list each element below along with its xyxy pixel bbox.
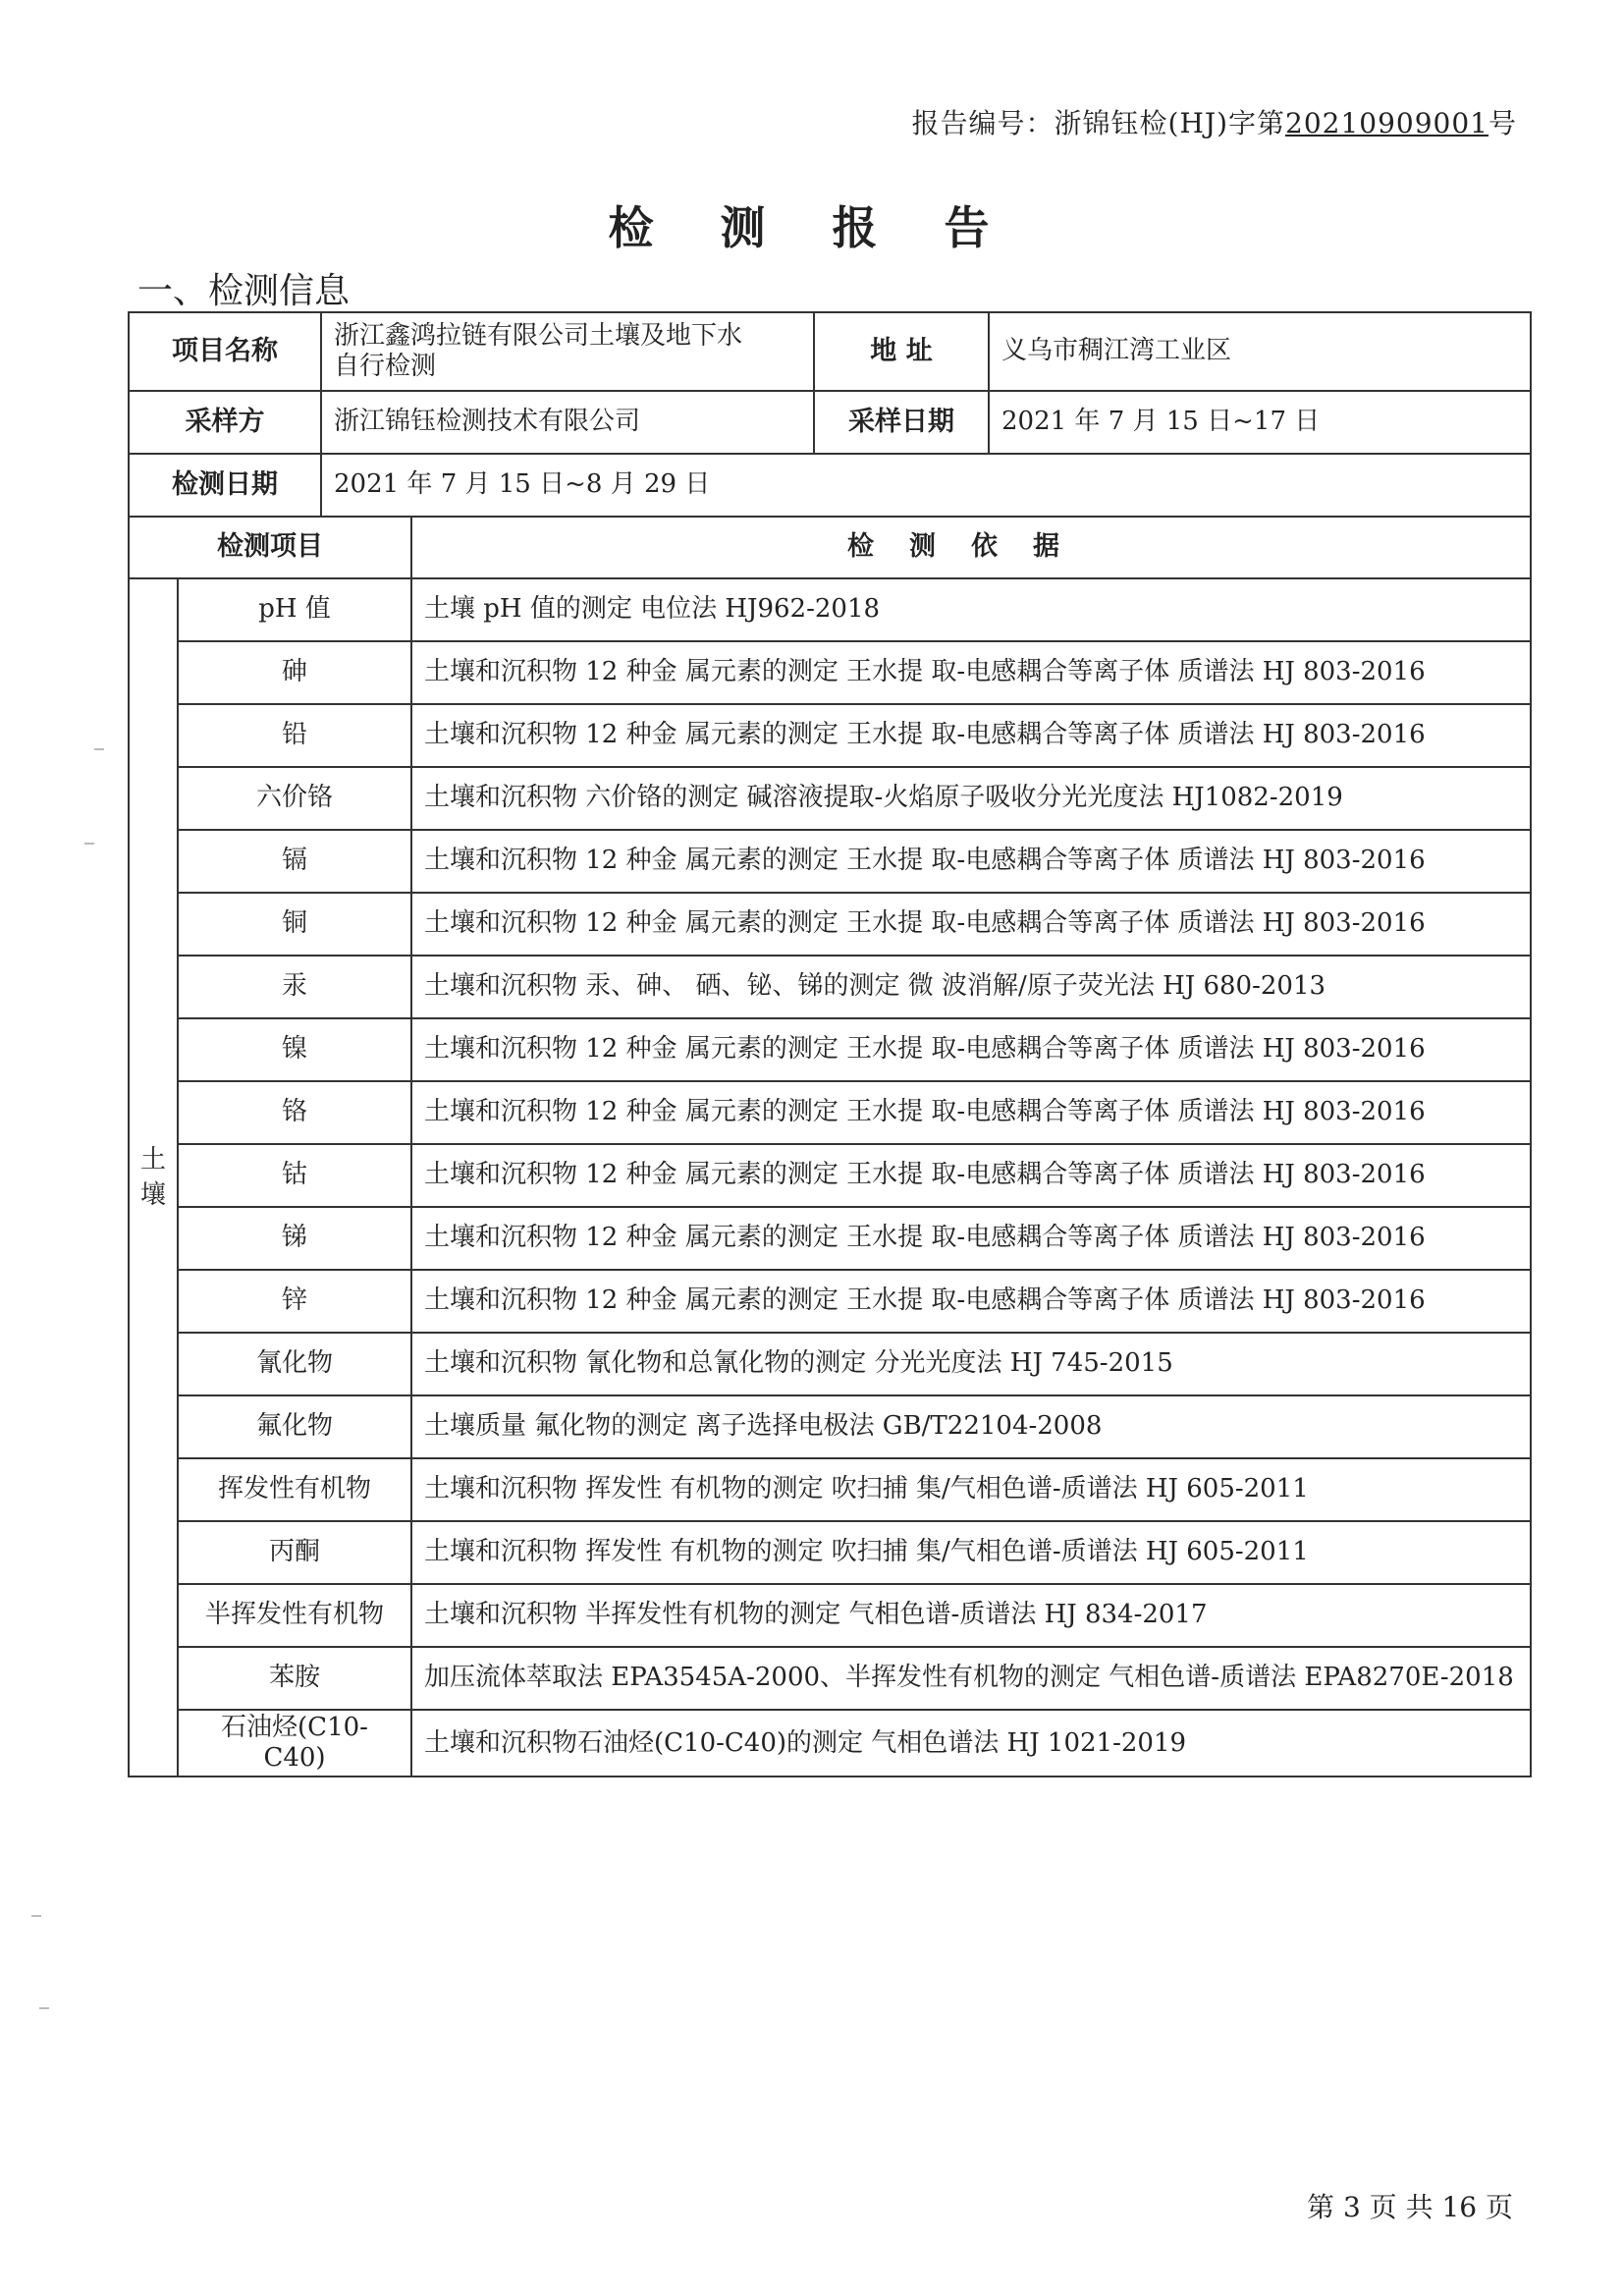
item-row: [129, 1144, 1531, 1207]
item-row: [129, 1458, 1531, 1521]
item-basis: 土壤和沉积物 挥发性 有机物的测定 吹扫捕 集/气相色谱-质谱法 HJ 605-2011: [411, 1521, 1531, 1584]
item-basis: 土壤和沉积物 六价铬的测定 碱溶液提取-火焰原子吸收分光光度法 HJ1082-2019: [411, 767, 1531, 830]
report-number: [912, 102, 1517, 141]
page-title: 检 测 报 告: [608, 201, 1015, 254]
item-basis: 土壤质量 氟化物的测定 离子选择电极法 GB/T22104-2008: [411, 1395, 1531, 1458]
test-date-value: 2021 年 7 月 15 日~8 月 29 日: [321, 454, 1531, 517]
info-row-project: [129, 312, 1531, 391]
report-number-prefix: 报告编号：浙锦钰检(HJ)字第: [911, 107, 1286, 139]
item-name: 氟化物: [178, 1395, 411, 1458]
item-name: 铜: [178, 893, 411, 956]
item-row: [129, 1395, 1531, 1458]
item-row: [129, 704, 1531, 767]
item-name: 铬: [178, 1081, 411, 1144]
soil-group-label: [129, 578, 178, 1777]
item-basis: 加压流体萃取法 EPA3545A-2000、半挥发性有机物的测定 气相色谱-质谱法 EPA8270E-2018: [411, 1647, 1531, 1710]
project-name-label: 项目名称: [129, 312, 321, 391]
item-basis: 土壤和沉积物 12 种金 属元素的测定 王水提 取-电感耦合等离子体 质谱法 HJ 803-2016: [411, 1207, 1531, 1270]
scan-mark: [94, 748, 104, 750]
item-name: 铅: [178, 704, 411, 767]
item-header: 检测项目: [129, 517, 411, 578]
project-name-line1: 浙江鑫鸿拉链有限公司土壤及地下水: [334, 320, 743, 351]
item-row: [129, 893, 1531, 956]
item-row: [129, 1647, 1531, 1710]
item-row: [129, 1521, 1531, 1584]
item-basis: 土壤和沉积物 12 种金 属元素的测定 王水提 取-电感耦合等离子体 质谱法 HJ 803-2016: [411, 1270, 1531, 1333]
scan-mark: [39, 2007, 49, 2009]
item-basis: 土壤和沉积物 12 种金 属元素的测定 王水提 取-电感耦合等离子体 质谱法 HJ 803-2016: [411, 641, 1531, 704]
item-name: 钴: [178, 1144, 411, 1207]
item-row: [129, 578, 1531, 641]
group-char: 壤: [139, 1180, 166, 1211]
report-number-suffix: 号: [1488, 107, 1517, 139]
item-row: [129, 1584, 1531, 1647]
item-row: [129, 1018, 1531, 1081]
item-row: [129, 1710, 1531, 1777]
sampling-date-label: 采样日期: [814, 391, 989, 454]
item-row: [129, 1333, 1531, 1395]
info-table: [128, 311, 1532, 518]
page-number: 第 3 页 共 16 页: [1307, 2191, 1513, 2223]
item-basis: 土壤和沉积物 12 种金 属元素的测定 王水提 取-电感耦合等离子体 质谱法 HJ 803-2016: [411, 830, 1531, 893]
item-basis: 土壤和沉积物 挥发性 有机物的测定 吹扫捕 集/气相色谱-质谱法 HJ 605-2011: [411, 1458, 1531, 1521]
item-name: 六价铬: [178, 767, 411, 830]
item-basis: 土壤和沉积物石油烃(C10-C40)的测定 气相色谱法 HJ 1021-2019: [411, 1710, 1531, 1777]
item-row: [129, 956, 1531, 1018]
item-name: 石油烃(C10-C40): [178, 1710, 411, 1777]
info-row-sampler: [129, 391, 1531, 454]
item-name: 镍: [178, 1018, 411, 1081]
item-row: [129, 1270, 1531, 1333]
items-table: [128, 516, 1532, 1777]
item-basis: 土壤和沉积物 12 种金 属元素的测定 王水提 取-电感耦合等离子体 质谱法 HJ 803-2016: [411, 704, 1531, 767]
item-row: [129, 830, 1531, 893]
item-basis: 土壤和沉积物 12 种金 属元素的测定 王水提 取-电感耦合等离子体 质谱法 HJ 803-2016: [411, 1018, 1531, 1081]
item-name: 苯胺: [178, 1647, 411, 1710]
item-name: 锑: [178, 1207, 411, 1270]
item-basis: 土壤和沉积物 半挥发性有机物的测定 气相色谱-质谱法 HJ 834-2017: [411, 1584, 1531, 1647]
item-name: 丙酮: [178, 1521, 411, 1584]
section-title: 一、检测信息: [137, 271, 351, 311]
item-basis: 土壤和沉积物 12 种金 属元素的测定 王水提 取-电感耦合等离子体 质谱法 HJ 803-2016: [411, 1144, 1531, 1207]
item-basis: 土壤 pH 值的测定 电位法 HJ962-2018: [411, 578, 1531, 641]
basis-header: 检测依据: [411, 517, 1531, 578]
sampling-date-value: 2021 年 7 月 15 日~17 日: [989, 391, 1531, 454]
address-value: 义乌市稠江湾工业区: [989, 312, 1531, 391]
report-number-value: 20210909001: [1285, 107, 1488, 139]
sampler-value: 浙江锦钰检测技术有限公司: [321, 391, 814, 454]
scan-mark: [84, 843, 94, 845]
item-basis: 土壤和沉积物 12 种金 属元素的测定 王水提 取-电感耦合等离子体 质谱法 HJ 803-2016: [411, 893, 1531, 956]
item-name: pH 值: [178, 578, 411, 641]
item-basis: 土壤和沉积物 汞、砷、 硒、铋、锑的测定 微 波消解/原子荧光法 HJ 680-2013: [411, 956, 1531, 1018]
item-name: 锌: [178, 1270, 411, 1333]
project-name-line2: 自行检测: [334, 352, 437, 381]
items-header-row: [129, 517, 1531, 578]
info-row-test-date: [129, 454, 1531, 517]
item-name: 镉: [178, 830, 411, 893]
address-label: 地 址: [814, 312, 989, 391]
scan-mark: [31, 1915, 41, 1917]
item-name: 半挥发性有机物: [178, 1584, 411, 1647]
item-row: [129, 1081, 1531, 1144]
item-row: [129, 641, 1531, 704]
item-basis: 土壤和沉积物 氰化物和总氰化物的测定 分光光度法 HJ 745-2015: [411, 1333, 1531, 1395]
test-date-label: 检测日期: [129, 454, 321, 517]
item-name: 氰化物: [178, 1333, 411, 1395]
project-name-value: [321, 312, 814, 391]
item-name: 汞: [178, 956, 411, 1018]
item-row: [129, 767, 1531, 830]
item-basis: 土壤和沉积物 12 种金 属元素的测定 王水提 取-电感耦合等离子体 质谱法 HJ 803-2016: [411, 1081, 1531, 1144]
item-row: [129, 1207, 1531, 1270]
item-name: 挥发性有机物: [178, 1458, 411, 1521]
item-name: 砷: [178, 641, 411, 704]
sampler-label: 采样方: [129, 391, 321, 454]
group-char: 土: [139, 1144, 166, 1175]
